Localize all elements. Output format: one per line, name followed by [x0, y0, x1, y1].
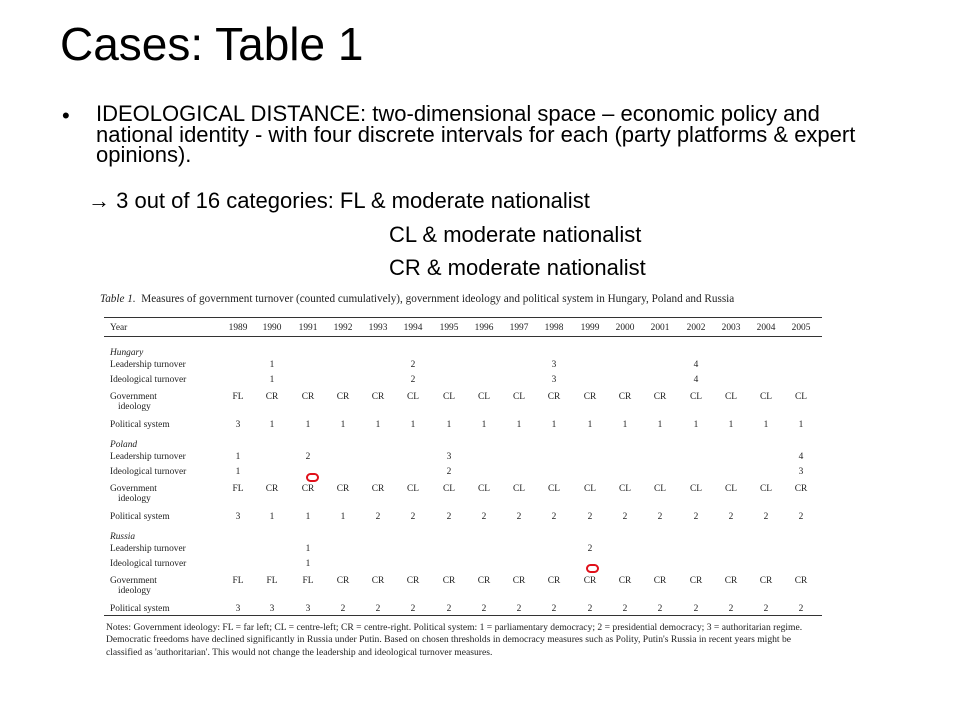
- table-cell: CL: [795, 392, 807, 402]
- table-rule-top: [104, 317, 822, 318]
- row-label: Ideological turnover: [110, 559, 187, 569]
- table-cell: 1: [375, 420, 381, 430]
- table-cell: CR: [371, 392, 385, 402]
- table-cell: 2: [375, 512, 381, 522]
- year-1992: 1992: [333, 323, 353, 333]
- table-cell: CR: [794, 484, 808, 494]
- year-2001: 2001: [650, 323, 670, 333]
- row-label-cont: ideology: [118, 402, 151, 412]
- row-label: Leadership turnover: [110, 452, 186, 462]
- bullet-dot: •: [62, 103, 70, 128]
- year-1990: 1990: [262, 323, 282, 333]
- table-cell: 1: [587, 420, 593, 430]
- table-cell: 1: [305, 512, 311, 522]
- table-cell: 1: [728, 420, 734, 430]
- table-cell: 1: [269, 375, 275, 385]
- table-caption-label: Table 1.: [100, 293, 136, 305]
- table-cell: CR: [583, 392, 597, 402]
- table-cell: 2: [657, 604, 663, 614]
- table-cell: CR: [301, 484, 315, 494]
- table-cell: 1: [798, 420, 804, 430]
- row-label: Political system: [110, 512, 170, 522]
- year-2004: 2004: [756, 323, 776, 333]
- table-cell: 1: [481, 420, 487, 430]
- table-cell: CL: [690, 484, 702, 494]
- table-cell: CR: [265, 484, 279, 494]
- table-cell: CR: [583, 576, 597, 586]
- row-label: Leadership turnover: [110, 544, 186, 554]
- table-cell: CL: [725, 484, 737, 494]
- table-cell: 2: [622, 512, 628, 522]
- highlight-circle-russia-1999: [586, 564, 599, 573]
- table-cell: 2: [728, 512, 734, 522]
- table-cell: 2: [481, 604, 487, 614]
- table-cell: 1: [305, 544, 311, 554]
- highlight-circle-poland-1991: [306, 473, 319, 482]
- year-1995: 1995: [439, 323, 459, 333]
- table-cell: 4: [693, 360, 699, 370]
- table-cell: 3: [551, 360, 557, 370]
- table-cell: 2: [375, 604, 381, 614]
- row-label: Ideological turnover: [110, 375, 187, 385]
- table-cell: CL: [690, 392, 702, 402]
- table-cell: 3: [446, 452, 452, 462]
- table-cell: 3: [798, 467, 804, 477]
- table-cell: CL: [478, 484, 490, 494]
- table-cell: CR: [653, 576, 667, 586]
- year-1997: 1997: [509, 323, 529, 333]
- table-cell: CL: [513, 484, 525, 494]
- table-cell: 3: [235, 512, 241, 522]
- year-1989: 1989: [228, 323, 248, 333]
- year-1996: 1996: [474, 323, 494, 333]
- table-cell: FL: [266, 576, 278, 586]
- table-cell: CR: [794, 576, 808, 586]
- table-cell: 2: [340, 604, 346, 614]
- table-cell: CL: [760, 484, 772, 494]
- table-cell: CR: [759, 576, 773, 586]
- table-cell: 2: [410, 512, 416, 522]
- section-poland: Poland: [110, 440, 138, 450]
- table-cell: CL: [513, 392, 525, 402]
- year-2000: 2000: [615, 323, 635, 333]
- table-cell: 2: [551, 604, 557, 614]
- row-label-cont: ideology: [118, 586, 151, 596]
- table-cell: CL: [725, 392, 737, 402]
- table-cell: 2: [693, 604, 699, 614]
- table-cell: 1: [269, 512, 275, 522]
- category-line-3: CR & moderate nationalist: [389, 255, 646, 280]
- row-label: Government: [110, 484, 157, 494]
- table-cell: 2: [446, 512, 452, 522]
- table-cell: 4: [693, 375, 699, 385]
- table-cell: CL: [654, 484, 666, 494]
- row-label: Government: [110, 392, 157, 402]
- table-cell: 1: [622, 420, 628, 430]
- row-label: Political system: [110, 420, 170, 430]
- year-2003: 2003: [721, 323, 741, 333]
- table-cell: CR: [618, 576, 632, 586]
- table-notes: Notes: Government ideology: FL = far left; CL = centre-left; CR = centre-right. Political system: 1 = parliamentary democracy; 2 = presidential democracy; 3 = authoritarian regime. Democratic freedoms have declined significantly in Russia under Putin. Based on chosen thresholds in democracy measures such as Polity, Putin's Russia in recent years might be classified as 'authoritarian'. This would not change the leadership and ideological turnover measures.: [106, 622, 803, 658]
- row-label: Ideological turnover: [110, 467, 187, 477]
- table-cell: 2: [410, 360, 416, 370]
- table-cell: CR: [477, 576, 491, 586]
- table-cell: 1: [305, 420, 311, 430]
- table-cell: 1: [551, 420, 557, 430]
- table-cell: CL: [760, 392, 772, 402]
- year-2005: 2005: [791, 323, 811, 333]
- table-cell: 2: [446, 604, 452, 614]
- section-hungary: Hungary: [110, 348, 144, 358]
- table-cell: 1: [269, 360, 275, 370]
- table-cell: CL: [584, 484, 596, 494]
- table-cell: CR: [618, 392, 632, 402]
- table-cell: CR: [547, 392, 561, 402]
- table-cell: 2: [446, 467, 452, 477]
- table-cell: 1: [657, 420, 663, 430]
- table-cell: 1: [516, 420, 522, 430]
- table-cell: FL: [302, 576, 314, 586]
- table-image: [100, 292, 826, 676]
- table-cell: 2: [587, 604, 593, 614]
- table-cell: CR: [301, 392, 315, 402]
- table-cell: 2: [481, 512, 487, 522]
- table-cell: 1: [410, 420, 416, 430]
- table-cell: FL: [232, 484, 244, 494]
- table-cell: 3: [269, 604, 275, 614]
- table-cell: CR: [689, 576, 703, 586]
- table-cell: CR: [547, 576, 561, 586]
- table-cell: CL: [619, 484, 631, 494]
- table-cell: 2: [305, 452, 311, 462]
- table-cell: 1: [340, 420, 346, 430]
- year-1993: 1993: [368, 323, 388, 333]
- year-2002: 2002: [686, 323, 706, 333]
- table-cell: FL: [232, 392, 244, 402]
- table-cell: 2: [622, 604, 628, 614]
- table-cell: CR: [336, 484, 350, 494]
- table-cell: 2: [587, 544, 593, 554]
- table-cell: 2: [657, 512, 663, 522]
- section-russia: Russia: [110, 532, 136, 542]
- table-cell: CL: [443, 484, 455, 494]
- table-cell: 1: [340, 512, 346, 522]
- table-cell: 3: [235, 604, 241, 614]
- category-line-2: CL & moderate nationalist: [389, 222, 642, 247]
- year-1999: 1999: [580, 323, 600, 333]
- slide-title: Cases: Table 1: [60, 18, 364, 70]
- row-label: Leadership turnover: [110, 360, 186, 370]
- table-cell: CR: [336, 392, 350, 402]
- table-cell: CR: [406, 576, 420, 586]
- year-header: Year: [110, 323, 128, 333]
- year-1991: 1991: [298, 323, 318, 333]
- table-cell: 1: [305, 559, 311, 569]
- table-cell: CR: [371, 576, 385, 586]
- table-rule-bottom: [104, 615, 822, 616]
- table-cell: 1: [693, 420, 699, 430]
- table-cell: CL: [407, 484, 419, 494]
- table-cell: CR: [336, 576, 350, 586]
- table-cell: CL: [407, 392, 419, 402]
- table-cell: 1: [446, 420, 452, 430]
- table-cell: 2: [798, 512, 804, 522]
- table-cell: CL: [478, 392, 490, 402]
- table-caption-text: Measures of government turnover (counted cumulatively), government ideology and political system in Hungary, Poland and Russia: [141, 293, 735, 305]
- table-cell: 1: [235, 452, 241, 462]
- table-cell: 3: [305, 604, 311, 614]
- table-cell: CL: [548, 484, 560, 494]
- table-cell: CR: [442, 576, 456, 586]
- table-cell: 4: [798, 452, 804, 462]
- table-cell: 3: [551, 375, 557, 385]
- table-cell: 1: [235, 467, 241, 477]
- table-cell: CR: [653, 392, 667, 402]
- row-label-cont: ideology: [118, 494, 151, 504]
- table-cell: 2: [763, 604, 769, 614]
- table-cell: 1: [763, 420, 769, 430]
- table-cell: 2: [516, 604, 522, 614]
- table-cell: CL: [443, 392, 455, 402]
- table-cell: CR: [724, 576, 738, 586]
- table-rule-header: [104, 336, 822, 337]
- year-1994: 1994: [403, 323, 423, 333]
- table-cell: FL: [232, 576, 244, 586]
- table-cell: CR: [371, 484, 385, 494]
- row-label: Government: [110, 576, 157, 586]
- category-line-1: → 3 out of 16 categories: FL & moderate nationalist: [88, 188, 590, 213]
- table-cell: CR: [265, 392, 279, 402]
- table-cell: 2: [728, 604, 734, 614]
- table-cell: 3: [235, 420, 241, 430]
- table-cell: 2: [693, 512, 699, 522]
- table-cell: 2: [516, 512, 522, 522]
- year-1998: 1998: [544, 323, 564, 333]
- table-caption: [100, 292, 826, 306]
- table-cell: 2: [763, 512, 769, 522]
- table-cell: 2: [551, 512, 557, 522]
- table-cell: 2: [410, 604, 416, 614]
- table-cell: 2: [798, 604, 804, 614]
- row-label: Political system: [110, 604, 170, 614]
- bullet-text: IDEOLOGICAL DISTANCE: two-dimensional space – economic policy and national identity - with four discrete intervals for each (party platforms & expert opinions).: [96, 101, 856, 167]
- table-cell: 2: [587, 512, 593, 522]
- table-cell: CR: [512, 576, 526, 586]
- table-cell: 2: [410, 375, 416, 385]
- table-cell: 1: [269, 420, 275, 430]
